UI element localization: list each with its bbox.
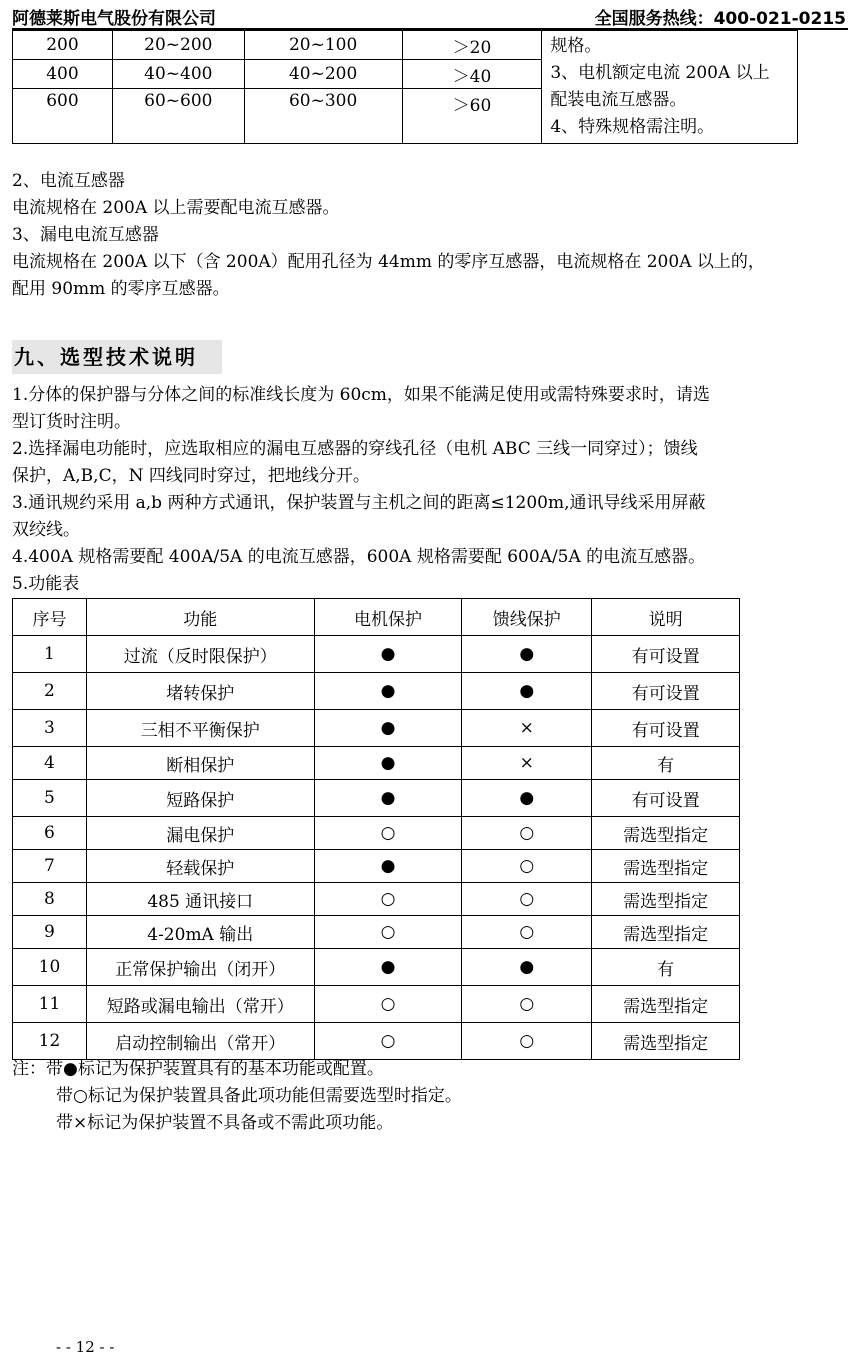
spec-notes-cell xyxy=(542,31,798,144)
table-cell: 11 xyxy=(13,986,87,1023)
table-cell: 需选型指定 xyxy=(592,1023,740,1060)
table-cell: × xyxy=(462,710,592,747)
table-cell: 400 xyxy=(13,60,113,89)
table-cell: 1 xyxy=(13,636,87,673)
table-cell: 20~200 xyxy=(112,31,244,60)
item-4: 4.400A 规格需要配 400A/5A 的电流互感器，600A 规格需要配 600A/5A 的电流互感器。 xyxy=(12,547,706,567)
note-line: 带○标记为保护装置具备此项功能但需要选型时指定。 xyxy=(56,1086,462,1106)
table-cell: 需选型指定 xyxy=(592,986,740,1023)
table-cell: 启动控制输出（常开） xyxy=(86,1023,314,1060)
table-cell: ○ xyxy=(314,986,462,1023)
table-cell: 200 xyxy=(13,31,113,60)
table-cell: 断相保护 xyxy=(86,747,314,780)
table-cell: 2 xyxy=(13,673,87,710)
table-cell: 5 xyxy=(13,780,87,817)
table-row xyxy=(13,1023,740,1060)
table-row xyxy=(13,31,798,60)
table-row xyxy=(13,710,740,747)
table-cell: 正常保护输出（闭开） xyxy=(86,949,314,986)
table-cell: 9 xyxy=(13,916,87,949)
table-cell: 需选型指定 xyxy=(592,817,740,850)
table-cell: 485 通讯接口 xyxy=(86,883,314,916)
table-cell: 有可设置 xyxy=(592,636,740,673)
table-cell: ● xyxy=(462,636,592,673)
table-cell: 40~200 xyxy=(244,60,402,89)
table-row xyxy=(13,747,740,780)
function-table xyxy=(12,598,740,1060)
table-cell: ● xyxy=(314,949,462,986)
note-line: 注：带●标记为保护装置具有的基本功能或配置。 xyxy=(12,1059,384,1079)
service-hotline: 全国服务热线：400-021-0215 xyxy=(594,9,846,29)
table-cell: 需选型指定 xyxy=(592,883,740,916)
column-header: 功能 xyxy=(86,599,314,636)
table-cell: ＞40 xyxy=(402,60,542,89)
table-cell: ＞20 xyxy=(402,31,542,60)
table-row xyxy=(13,780,740,817)
table-row xyxy=(13,817,740,850)
table-cell: ● xyxy=(462,949,592,986)
table-cell: 漏电保护 xyxy=(86,817,314,850)
lct-text-line2: 配用 90mm 的零序互感器。 xyxy=(12,279,230,299)
table-cell: ● xyxy=(314,780,462,817)
table-cell: 有可设置 xyxy=(592,780,740,817)
table-cell: 需选型指定 xyxy=(592,850,740,883)
table-row xyxy=(13,986,740,1023)
table-cell: ○ xyxy=(314,817,462,850)
table-cell: 有可设置 xyxy=(592,710,740,747)
table-cell: ○ xyxy=(462,817,592,850)
table-cell: 有 xyxy=(592,949,740,986)
table-cell: ● xyxy=(314,673,462,710)
table-cell: 40~400 xyxy=(112,60,244,89)
table-cell: ○ xyxy=(462,1023,592,1060)
table-cell: 三相不平衡保护 xyxy=(86,710,314,747)
table-row xyxy=(13,883,740,916)
table-cell: ● xyxy=(314,747,462,780)
table-cell: 10 xyxy=(13,949,87,986)
column-header: 序号 xyxy=(13,599,87,636)
table-cell: ○ xyxy=(462,850,592,883)
note-line: 带×标记为保护装置不具备或不需此项功能。 xyxy=(56,1113,394,1133)
table-cell: 60~600 xyxy=(112,89,244,144)
lct-title: 3、漏电电流互感器 xyxy=(12,225,159,245)
table-cell: 4-20mA 输出 xyxy=(86,916,314,949)
table-cell: 堵转保护 xyxy=(86,673,314,710)
item-3-line1: 3.通讯规约采用 a,b 两种方式通讯，保护装置与主机之间的距离≤1200m,通讯导线采用屏蔽 xyxy=(12,493,706,513)
table-cell: ○ xyxy=(314,883,462,916)
spec-note: 4、特殊规格需注明。 xyxy=(550,117,715,137)
company-name: 阿德莱斯电气股份有限公司 xyxy=(12,9,216,29)
legend-notes xyxy=(12,1056,462,1137)
table-cell: × xyxy=(462,747,592,780)
spec-note: 配装电流互感器。 xyxy=(550,90,687,110)
spec-note: 3、电机额定电流 200A 以上 xyxy=(550,63,770,83)
table-cell: 短路保护 xyxy=(86,780,314,817)
item-1-line1: 1.分体的保护器与分体之间的标准线长度为 60cm，如果不能满足使用或需特殊要求时，请选 xyxy=(12,385,710,405)
page-header xyxy=(12,4,846,28)
table-row xyxy=(13,636,740,673)
spec-table xyxy=(12,30,798,144)
table-cell: 需选型指定 xyxy=(592,916,740,949)
table-row xyxy=(13,949,740,986)
table-cell: 600 xyxy=(13,89,113,144)
ct-title: 2、电流互感器 xyxy=(12,171,125,191)
table-row xyxy=(13,916,740,949)
section-title: 九、选型技术说明 xyxy=(12,340,222,374)
table-row xyxy=(13,673,740,710)
table-cell: 60~300 xyxy=(244,89,402,144)
table-cell: ○ xyxy=(314,916,462,949)
table-header-row xyxy=(13,599,740,636)
table-cell: ○ xyxy=(462,916,592,949)
table-cell: 3 xyxy=(13,710,87,747)
table-cell: 短路或漏电输出（常开） xyxy=(86,986,314,1023)
table-cell: 4 xyxy=(13,747,87,780)
table-cell: ● xyxy=(462,780,592,817)
table-cell: 过流（反时限保护） xyxy=(86,636,314,673)
column-header: 说明 xyxy=(592,599,740,636)
table-row xyxy=(13,850,740,883)
table-cell: ○ xyxy=(314,1023,462,1060)
table-cell: ○ xyxy=(462,883,592,916)
table-cell: ＞60 xyxy=(402,89,542,144)
table-cell: ● xyxy=(314,710,462,747)
item-2-line2: 保护，A,B,C，N 四线同时穿过，把地线分开。 xyxy=(12,466,370,486)
column-header: 电机保护 xyxy=(314,599,462,636)
item-3-line2: 双绞线。 xyxy=(12,520,80,540)
item-2-line1: 2.选择漏电功能时，应选取相应的漏电互感器的穿线孔径（电机 ABC 三线一同穿过）；馈线 xyxy=(12,439,698,459)
page-number: - - 12 - - xyxy=(56,1338,115,1356)
table-cell: 20~100 xyxy=(244,31,402,60)
ct-text: 电流规格在 200A 以上需要配电流互感器。 xyxy=(12,198,340,218)
table-cell: 有可设置 xyxy=(592,673,740,710)
table-cell: ● xyxy=(314,850,462,883)
table-cell: ● xyxy=(462,673,592,710)
table-cell: 有 xyxy=(592,747,740,780)
table-cell: 轻载保护 xyxy=(86,850,314,883)
table-cell: 6 xyxy=(13,817,87,850)
item-1-line2: 型订货时注明。 xyxy=(12,412,131,432)
table-cell: 12 xyxy=(13,1023,87,1060)
lct-text-line1: 电流规格在 200A 以下（含 200A）配用孔径为 44mm 的零序互感器，电流规格在 200A 以上的， xyxy=(12,252,765,272)
item-5: 5.功能表 xyxy=(12,574,80,594)
column-header: 馈线保护 xyxy=(462,599,592,636)
table-cell: ○ xyxy=(462,986,592,1023)
table-cell: 8 xyxy=(13,883,87,916)
table-cell: ● xyxy=(314,636,462,673)
spec-note: 规格。 xyxy=(550,36,602,56)
table-cell: 7 xyxy=(13,850,87,883)
